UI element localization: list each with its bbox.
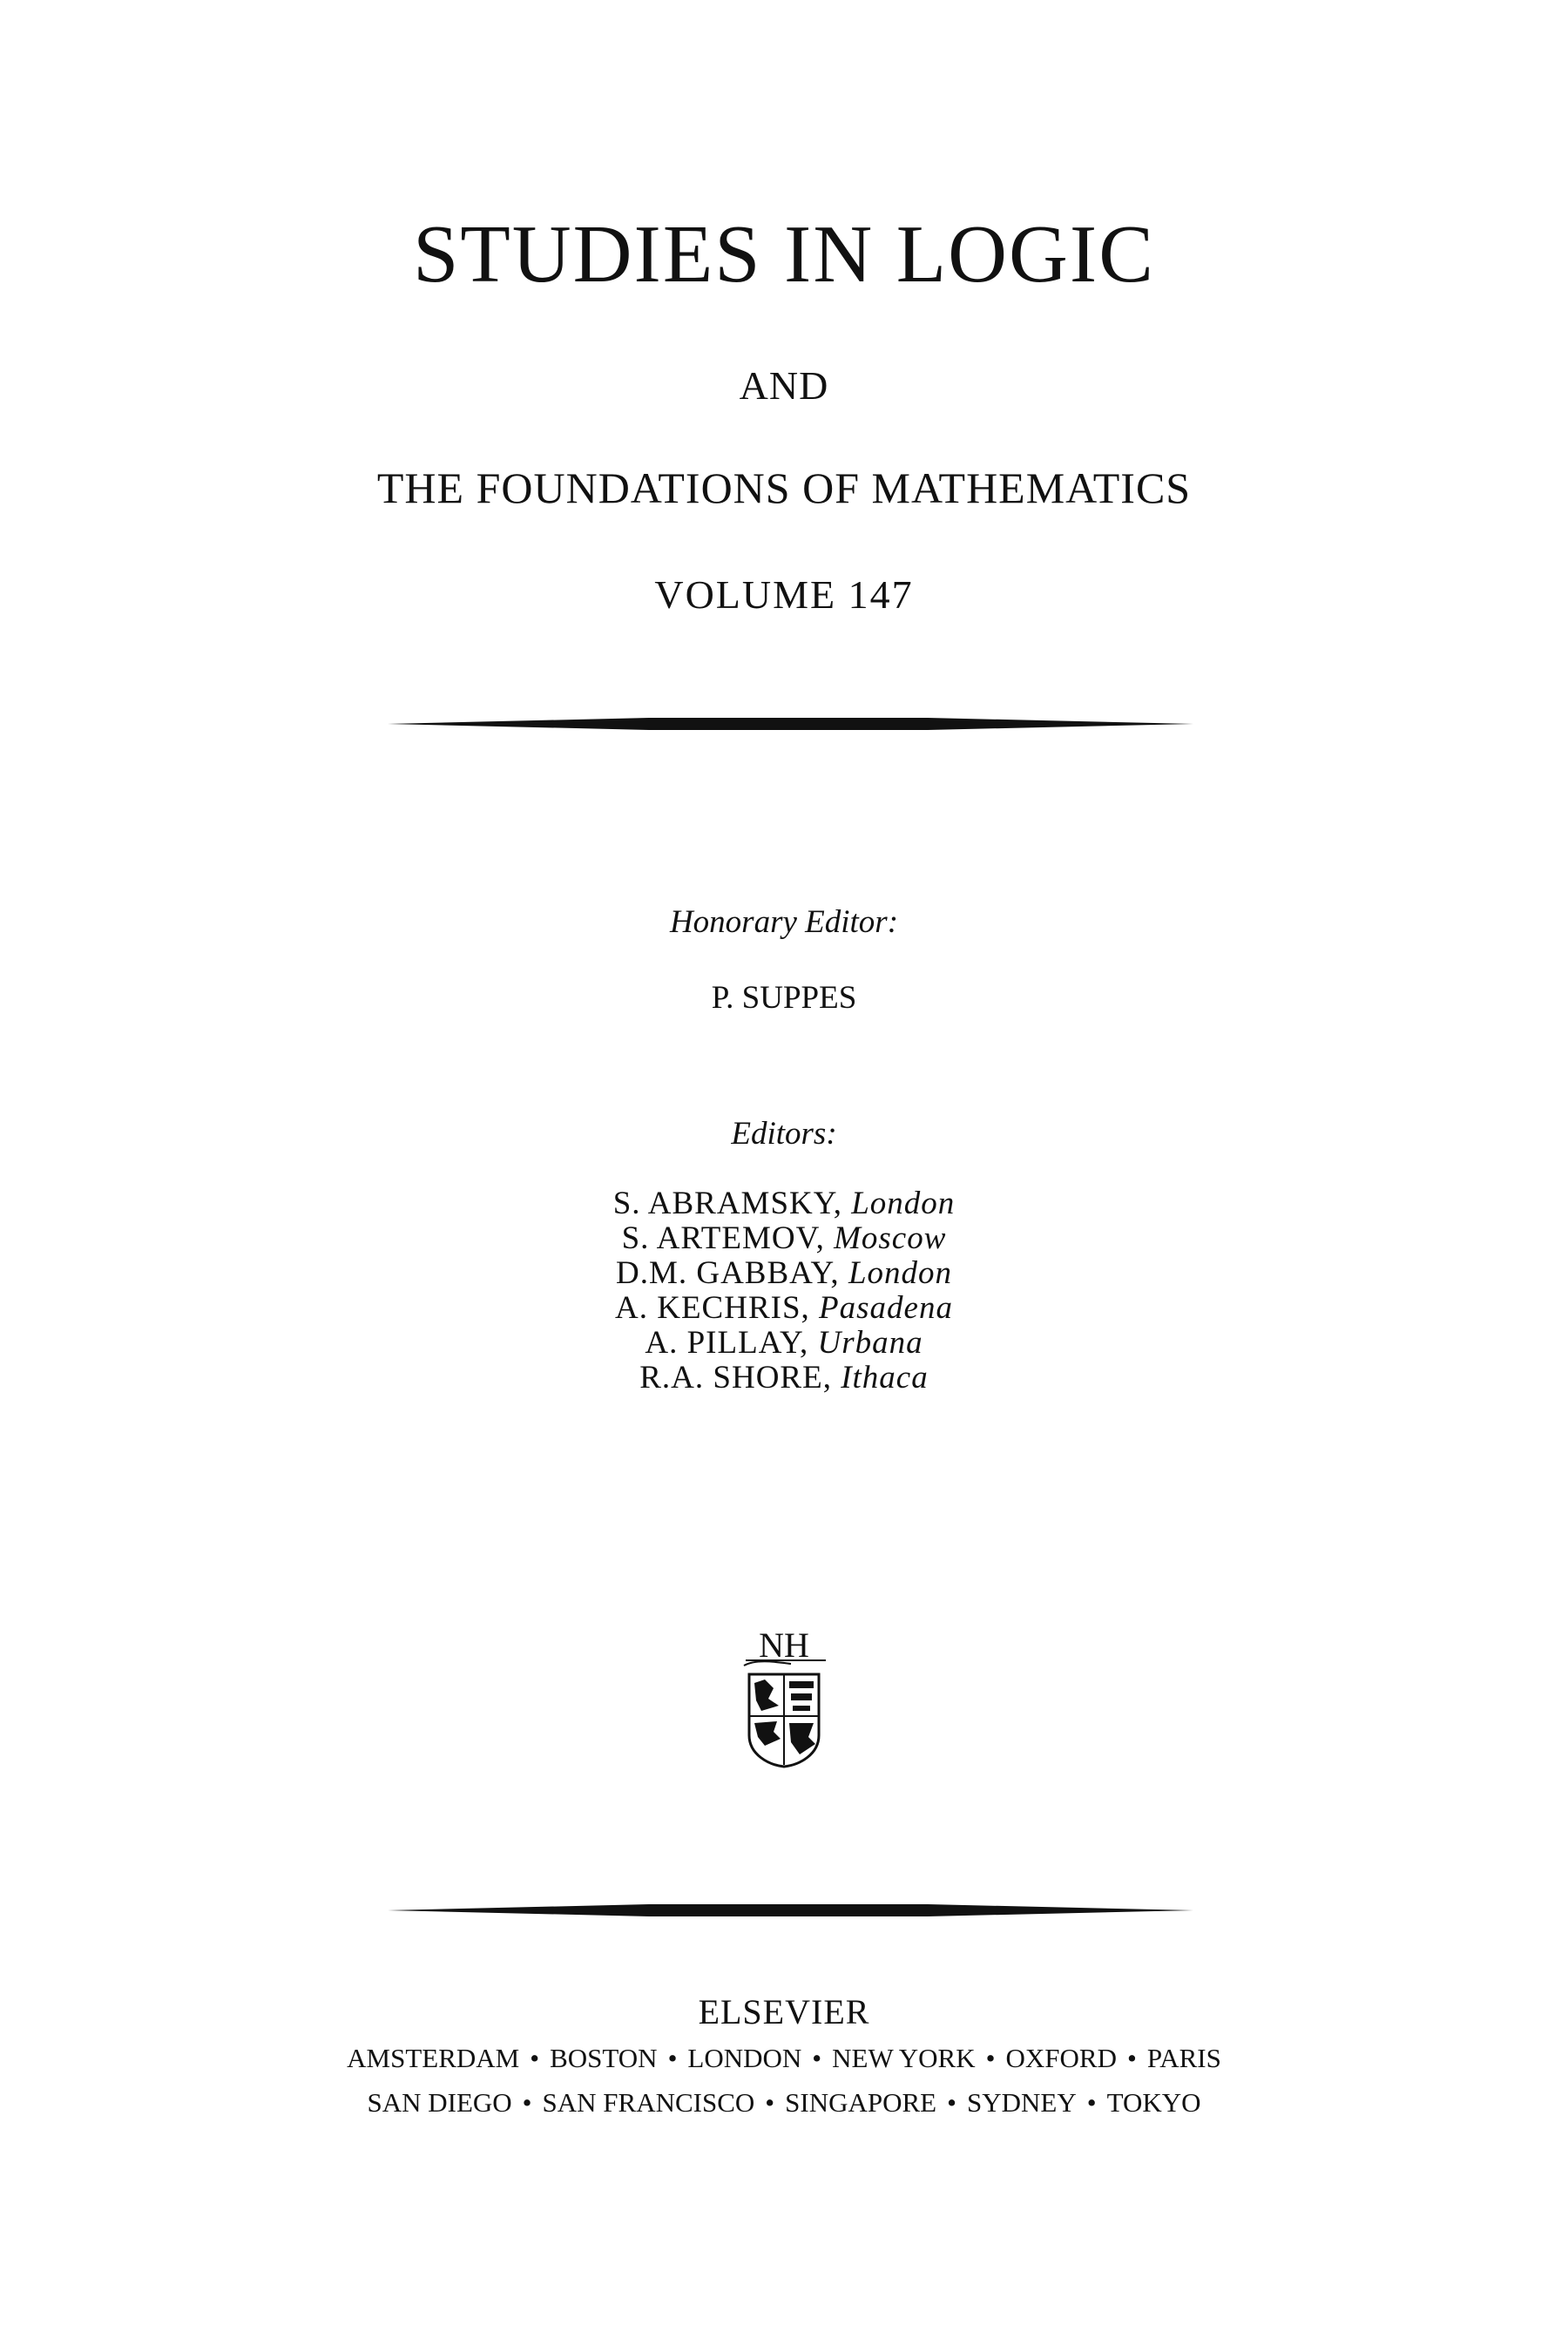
city-separator: • <box>522 2087 532 2118</box>
editor-item <box>0 1186 1568 1221</box>
publisher-city: BOSTON <box>550 2043 658 2073</box>
city-separator: • <box>812 2043 822 2073</box>
publisher-city: SINGAPORE <box>785 2087 937 2118</box>
city-separator: • <box>530 2043 540 2073</box>
editor-name: A. KECHRIS, <box>615 1290 810 1326</box>
editor-item <box>0 1326 1568 1361</box>
publisher-city: NEW YORK <box>832 2043 976 2073</box>
editors-label: Editors: <box>731 1116 837 1152</box>
city-separator: • <box>947 2087 956 2118</box>
editor-city: Pasadena <box>819 1290 953 1326</box>
bottom-tapered-rule <box>388 1899 1193 1922</box>
series-subtitle: THE FOUNDATIONS OF MATHEMATICS <box>376 463 1192 512</box>
series-conjunction: AND <box>739 363 829 408</box>
volume-number: VOLUME 147 <box>654 572 914 617</box>
editor-city: Urbana <box>817 1325 923 1361</box>
editor-name: S. ABRAMSKY, <box>612 1186 842 1221</box>
honorary-editor-name: P. SUPPES <box>711 980 857 1016</box>
top-tapered-rule <box>388 713 1193 735</box>
logo-monogram: NH <box>759 1625 809 1665</box>
editor-name: A. PILLAY, <box>645 1325 809 1361</box>
publisher-city: SYDNEY <box>966 2087 1077 2118</box>
editor-city: Moscow <box>834 1220 947 1256</box>
editor-item <box>0 1256 1568 1291</box>
editor-name: D.M. GABBAY, <box>615 1255 840 1291</box>
honorary-editor-label: Honorary Editor: <box>669 904 899 940</box>
publisher-city: OXFORD <box>1005 2043 1117 2073</box>
city-separator: • <box>765 2087 775 2118</box>
editor-city: Ithaca <box>841 1360 929 1396</box>
publisher-name: ELSEVIER <box>698 1992 870 2031</box>
editor-list <box>0 1186 1568 1396</box>
editor-item <box>0 1361 1568 1396</box>
city-separator: • <box>667 2043 678 2073</box>
publisher-city: PARIS <box>1146 2043 1221 2073</box>
editor-item <box>0 1291 1568 1326</box>
series-title: STUDIES IN LOGIC <box>413 209 1155 300</box>
editor-city: London <box>851 1186 956 1221</box>
north-holland-crest-icon <box>739 1622 829 1770</box>
publisher-city: TOKYO <box>1106 2087 1201 2118</box>
city-separator: • <box>1126 2043 1137 2073</box>
publisher-city: SAN DIEGO <box>367 2087 512 2118</box>
publisher-city: AMSTERDAM <box>347 2043 520 2073</box>
city-separator: • <box>985 2043 996 2073</box>
publisher-cities-line-2 <box>0 2089 1568 2116</box>
editor-item <box>0 1221 1568 1256</box>
publisher-city: LONDON <box>687 2043 802 2073</box>
city-separator: • <box>1086 2087 1097 2118</box>
publisher-cities-line-1 <box>0 2044 1568 2072</box>
editor-name: R.A. SHORE, <box>639 1360 832 1396</box>
publisher-city: SAN FRANCISCO <box>542 2087 755 2118</box>
editor-name: S. ARTEMOV, <box>621 1220 825 1256</box>
editor-city: London <box>848 1255 953 1291</box>
